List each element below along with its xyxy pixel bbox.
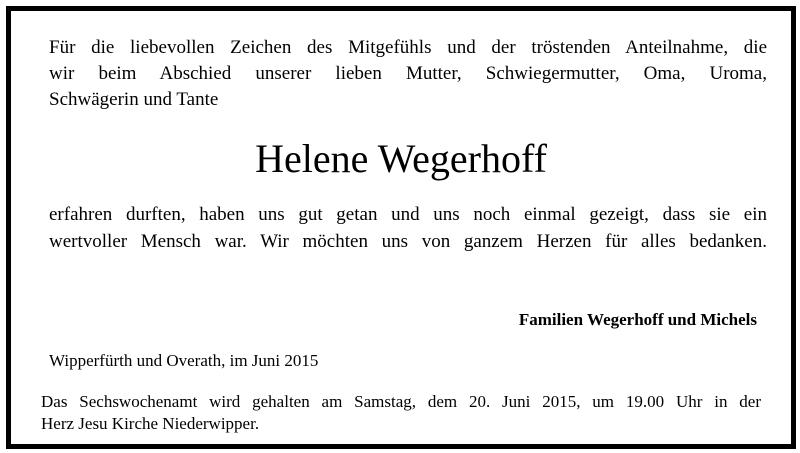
thanks-line-2: wertvoller Mensch war. Wir möchten uns von ganzem Herzen für alles bedanken. — [49, 231, 767, 252]
thanks-paragraph — [49, 201, 767, 255]
intro-line-1: Für die liebevollen Zeichen des Mitgefühls und der tröstenden Anteilnahme, die — [49, 37, 767, 58]
notice-line-1: Das Sechswochenamt wird gehalten am Samstag, dem 20. Juni 2015, um 19.00 Uhr in der — [41, 392, 761, 411]
intro-paragraph — [49, 35, 767, 113]
thanks-line-1: erfahren durften, haben uns gut getan und uns noch einmal gezeigt, dass sie ein — [49, 204, 767, 225]
memorial-service-notice — [41, 391, 761, 435]
notice-frame — [6, 6, 796, 449]
intro-line-2: wir beim Abschied unserer lieben Mutter, Schwiegermutter, Oma, Uroma, — [49, 63, 767, 84]
notice-line-2: Herz Jesu Kirche Niederwipper. — [41, 414, 260, 433]
family-signature: Familien Wegerhoff und Michels — [518, 310, 757, 329]
intro-line-3: Schwägerin und Tante — [49, 89, 219, 110]
deceased-name: Helene Wegerhoff — [255, 136, 547, 181]
place-date: Wipperfürth und Overath, im Juni 2015 — [49, 351, 319, 370]
